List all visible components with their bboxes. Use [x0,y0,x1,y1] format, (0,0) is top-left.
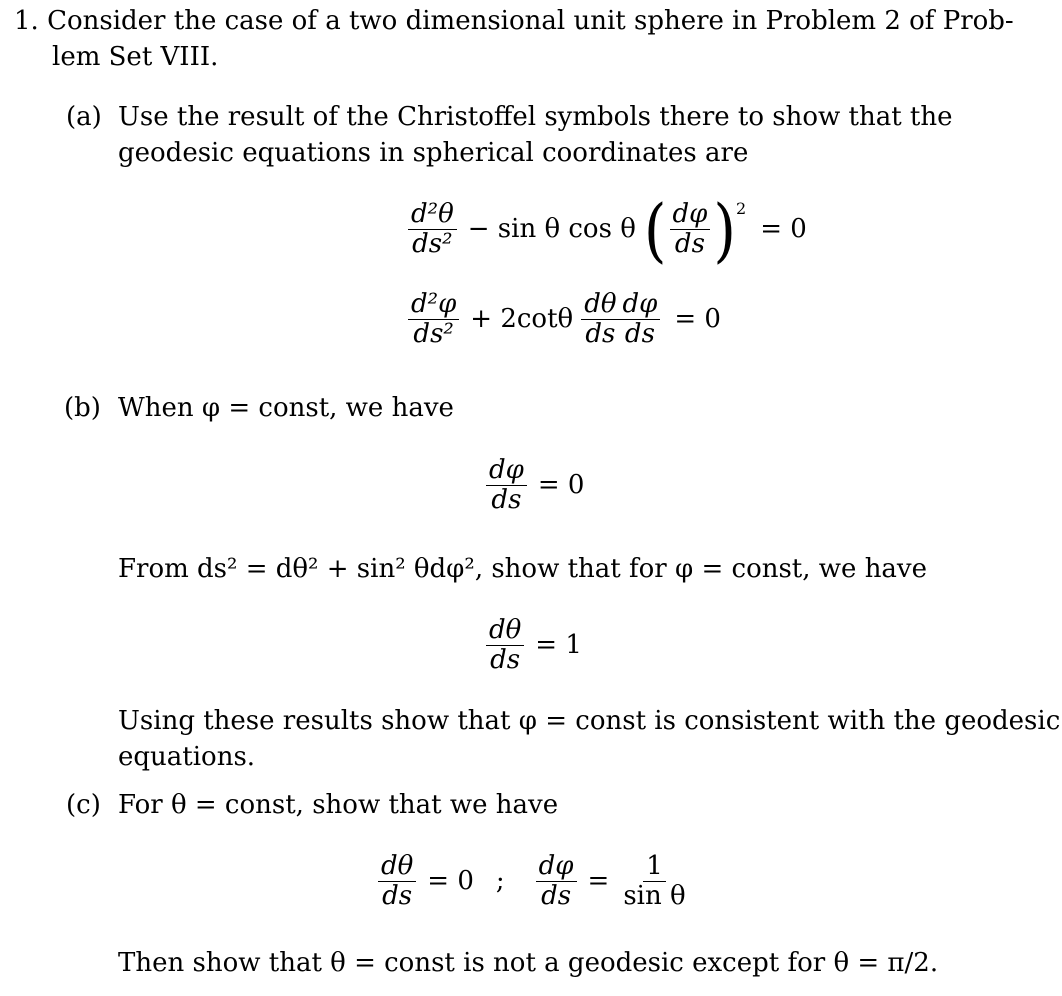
part-a-line2: geodesic equations in spherical coordinates are [118,138,749,168]
problem-intro-line1 [14,4,1014,39]
eq-c-rhs1: = 0 [427,866,474,897]
equation-dphi-zero [483,456,592,515]
part-a-label: (a) [66,102,102,132]
part-a-line1: Use the result of the Christoffel symbols there to show that the [118,102,953,132]
part-b-line2: From ds² = dθ² + sin² θdφ², show that for φ = const, we have [118,554,928,584]
part-b-line1: When φ = const, we have [118,393,454,423]
fraction-dtheta-ds: $\frac{d\theta}{ds}$ [581,290,619,349]
equation-theta-const [375,852,692,911]
part-c-line2: Then show that θ = const is not a geodesic except for θ = π/2. [118,948,939,978]
fraction-one-over-sin-theta: $\frac{1}{\text{sin θ}}$ [623,851,686,912]
fraction-d2theta-ds2: $\frac{\text{d²θ}}{\text{ds²}}$ [408,200,457,259]
part-b-line4: equations. [118,742,256,772]
part-b-label: (b) [64,393,101,423]
fraction-dphi-ds: $\frac{d\varphi}{ds}$ [536,852,577,911]
problem-number: 1. [14,6,39,36]
eq-c-separator: ; [495,866,505,897]
eq-b1-rhs: = 0 [537,470,585,501]
eq2-middle-term: + 2cotθ [470,304,574,335]
right-paren: ) [713,188,736,271]
geodesic-equation-phi [405,290,729,349]
left-paren: ( [643,188,667,271]
fraction-dphi-ds: $\frac{d\varphi}{ds}$ [486,456,527,515]
fraction-dphi-ds: $\frac{d\varphi}{ds}$ [670,200,711,259]
part-c-label: (c) [66,790,101,820]
eq-b2-rhs: = 1 [535,630,582,661]
fraction-d2phi-ds2: $\frac{\text{d²φ}}{\text{ds²}}$ [408,290,459,349]
eq1-middle-term: − sin θ cos θ [467,214,636,245]
problem-intro-text: Consider the case of a two dimensional unit sphere in Problem 2 of Prob- [47,6,1014,36]
fraction-dtheta-ds: $\frac{d\theta}{ds}$ [486,616,524,675]
fraction-dphi-ds: $\frac{d\varphi}{ds}$ [620,290,661,349]
eq1-rhs: = 0 [760,214,807,245]
eq-c-equals: = [587,866,610,897]
fraction-dtheta-ds: $\frac{d\theta}{ds}$ [378,852,416,911]
part-b-line3: Using these results show that φ = const is consistent with the geodesic [118,706,1061,736]
eq2-rhs: = 0 [674,304,721,335]
part-c-line1: For θ = const, show that we have [118,790,559,820]
problem-intro-line2: lem Set VIII. [52,42,219,72]
eq1-power: 2 [736,199,747,218]
geodesic-equation-theta [405,188,815,271]
equation-dtheta-one [483,616,590,675]
